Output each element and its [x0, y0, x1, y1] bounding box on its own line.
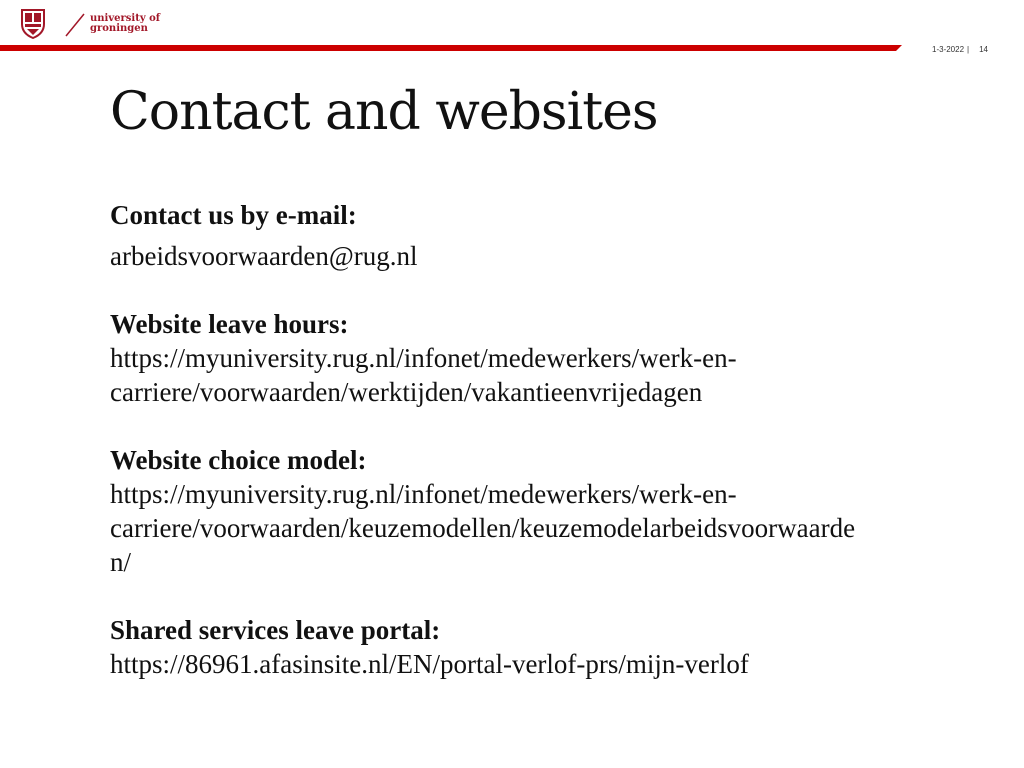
leave-hours-heading: Website leave hours: — [110, 309, 349, 339]
email-heading: Contact us by e-mail: — [110, 200, 357, 230]
slide-date: 1-3-2022 — [932, 45, 965, 54]
logo-wordmark — [90, 14, 160, 34]
slide-title: Contact and websites — [110, 82, 658, 142]
slide-separator: | — [967, 45, 970, 54]
choice-model-heading: Website choice model: — [110, 445, 367, 475]
shared-services-url[interactable]: https://86961.afasinsite.nl/EN/portal-verlof-prs/mijn-verlof — [110, 649, 749, 679]
choice-model-section — [110, 443, 995, 579]
shared-services-section — [110, 613, 995, 681]
leave-hours-section — [110, 307, 995, 409]
logo-line-1: university of — [90, 13, 161, 24]
choice-model-url-line-1[interactable]: https://myuniversity.rug.nl/infonet/medewerkers/werk-en- — [110, 479, 737, 509]
slide-info — [932, 45, 988, 54]
logo-line-2: groningen — [90, 23, 148, 34]
email-address[interactable]: arbeidsvoorwaarden@rug.nl — [110, 241, 418, 271]
logo-divider-icon — [64, 12, 86, 38]
leave-hours-url-line-2[interactable]: carriere/voorwaarden/werktijden/vakantieenvrijedagen — [110, 377, 703, 407]
email-section — [110, 198, 995, 273]
leave-hours-url-line-1[interactable]: https://myuniversity.rug.nl/infonet/medewerkers/werk-en- — [110, 343, 737, 373]
choice-model-url-line-2[interactable]: carriere/voorwaarden/keuzemodellen/keuzemodelarbeidsvoorwaarde — [110, 513, 856, 543]
slide-content — [110, 198, 995, 681]
shared-services-heading: Shared services leave portal: — [110, 615, 441, 645]
choice-model-url-line-3[interactable]: n/ — [110, 547, 132, 577]
university-logo — [20, 8, 161, 42]
crest-icon — [20, 8, 46, 39]
slide-number: 14 — [979, 45, 989, 54]
header-red-bar — [0, 43, 902, 53]
